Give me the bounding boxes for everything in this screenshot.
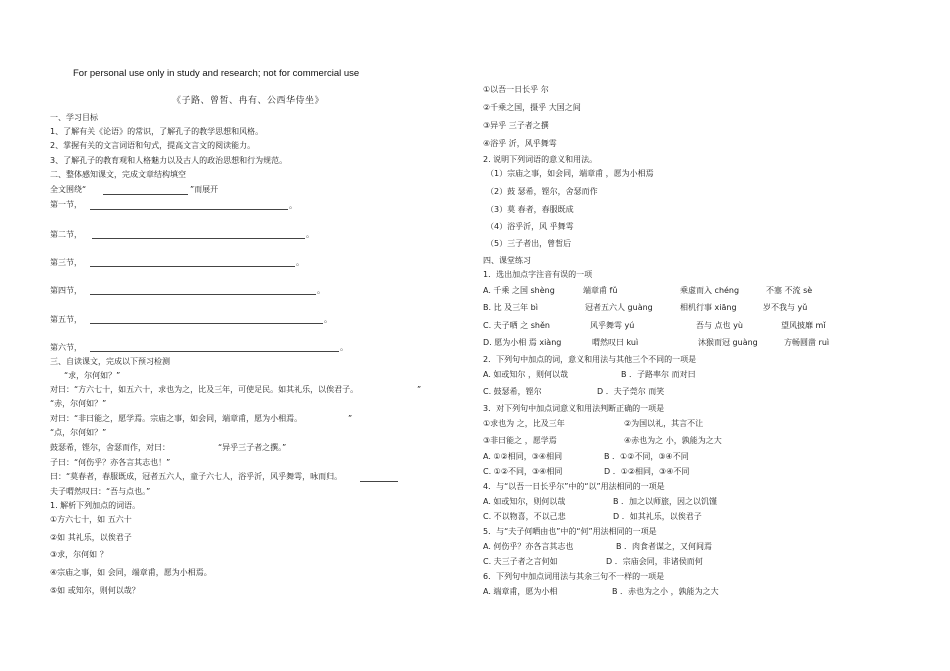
question-item: ③求，尔何如 ？ (50, 550, 108, 559)
option: 乘虚而入 chéng (680, 286, 740, 295)
theme-blank[interactable] (103, 194, 188, 195)
option: D. 愿为小相 焉 xiàng (483, 338, 562, 347)
article-title: 《子路、曾皙、冉有、公西华侍坐》 (172, 96, 325, 106)
word-item: ③异乎 三子者之撰 (483, 121, 549, 130)
theme-prefix: 全文围绕“ (50, 185, 87, 194)
theme-suffix: ”而展开 (190, 185, 219, 194)
section-label: 第一节， (50, 200, 82, 209)
section-heading: 一、学习目标 (50, 113, 98, 122)
question-stem: 2．下列句中加点的词，意义和用法与其他三个不同的一项是 (483, 355, 697, 364)
question-item: ⑤如 或知尔，则何以哉？ (50, 586, 140, 595)
word-item: （2）鼓 瑟希，铿尔，舍瑟而作 (486, 187, 598, 196)
section-label: 第四节， (50, 286, 82, 295)
option: B ．赤也为之小 ，孰能为之大 (612, 587, 719, 596)
section-blank[interactable] (90, 351, 339, 352)
section-heading: 三、自读课文，完成以下预习检测 (50, 357, 170, 366)
section-blank[interactable] (90, 209, 288, 210)
option: B. 比 及三年 bì (483, 303, 538, 312)
section-blank[interactable] (90, 266, 295, 267)
option: 喟然叹曰 kuì (592, 338, 639, 347)
question-stem: 5．与“夫子何哂由也”中的“何”用法相同的一项是 (483, 527, 657, 536)
option: A. 何伤乎？亦各言其志也 (483, 542, 574, 551)
goal-item: 3、了解孔子的教育观和人格魅力以及古人的政治思想和行为规范。 (50, 156, 288, 165)
section-label: 第五节， (50, 315, 82, 324)
question-item: ④宗庙之事，如 会同，端章甫，愿为小相焉。 (50, 568, 212, 577)
word-item: ①以吾一日长乎 尔 (483, 85, 549, 94)
option: C. 夫子哂 之 shěn (483, 321, 550, 330)
question-stem: 6．下列句中加点词用法与其余三句不一样的一项是 (483, 572, 665, 581)
option: B ．①②不同，③④不同 (604, 452, 689, 461)
dialog-line: 对曰：“非曰能之，愿学焉。宗庙之事，如会同，端章甫，愿为小相焉。 (50, 414, 303, 423)
option: B ．肉食者谋之，又何间焉 (616, 542, 713, 551)
word-item: （5）三子者出，曾皙后 (486, 239, 572, 248)
blank-end: 。 (289, 201, 297, 210)
option: D ．夫子莞尔 而笑 (597, 387, 665, 396)
section-label: 第六节， (50, 343, 82, 352)
option: 岁不我与 yǔ (763, 303, 808, 312)
word-item: （4）浴乎沂，风 乎舞雩 (486, 222, 574, 231)
option: A. 端章甫，愿为小相 (483, 587, 558, 596)
option: C. 夫三子者之言何如 (483, 557, 558, 566)
blank-end: 。 (317, 286, 325, 295)
goal-item: 2、掌握有关的文言词语和句式，提高文言文的阅读能力。 (50, 141, 256, 150)
blank-end: 。 (340, 343, 348, 352)
option: D ．宗庙会同，非诸侯而何 (606, 557, 703, 566)
dialog-line: “赤，尔何如？” (50, 399, 107, 408)
option: 吾与 点也 yù (696, 321, 743, 330)
blank-end: 。 (306, 230, 314, 239)
option: C. ①②不同，③④相同 (483, 467, 563, 476)
section-blank[interactable] (90, 294, 316, 295)
question-stem: 4．与“以吾一日长乎尔”中的“以”用法相同的一项是 (483, 482, 665, 491)
word-item: ②千乘之国，摄乎 大国之间 (483, 103, 581, 112)
dialog-line: 子曰：“何伤乎？亦各言其志也！” (50, 458, 171, 467)
option: 望风披靡 mǐ (781, 321, 826, 330)
dialog-line: 夫子喟然叹曰：“吾与点也。” (50, 487, 151, 496)
option: B ．加之以师旅，因之以饥馑 (613, 497, 718, 506)
question-intro: 2. 说明下列词语的意义和用法。 (483, 155, 598, 164)
question-item: ①方六七十，如 五六十 (50, 515, 132, 524)
dialog-blank[interactable] (360, 481, 398, 482)
sentence-item: ④赤也为之 小，孰能为之大 (624, 436, 722, 445)
dialog-line: “点，尔何如？” (50, 428, 107, 437)
sentence-item: ②为国以礼，其言不让 (624, 419, 704, 428)
option: A. ①②相同，③④相同 (483, 452, 563, 461)
option: 不塞 不流 sè (766, 286, 813, 295)
option: B ．子路率尔 而对曰 (621, 370, 696, 379)
option: 方畅圆凿 ruì (784, 338, 830, 347)
question-stem: 3．对下列句中加点词意义和用法判断正确的一项是 (483, 404, 665, 413)
sentence-item: ①求也为 之，比及三年 (483, 419, 565, 428)
option: D ．①②相同，③④不同 (604, 467, 690, 476)
quote-mark: ” (348, 414, 353, 423)
dialog-line: 鼓瑟希，铿尔，舍瑟而作，对曰： (50, 443, 170, 452)
section-blank[interactable] (92, 238, 305, 239)
option: A. 如或知尔 ，则何以哉 (483, 370, 568, 379)
section-label: 第三节， (50, 258, 82, 267)
question-intro: 1. 解析下列加点的词语。 (50, 501, 141, 510)
section-heading: 四、课堂练习 (483, 256, 531, 265)
dialog-line: 曰：“莫春者，春服既成，冠者五六人，童子六七人，浴乎沂，风乎舞雩，咏而归。 (50, 472, 343, 481)
quote-mark: ” (417, 385, 422, 394)
section-blank[interactable] (90, 323, 323, 324)
dialog-line: 对曰：“方六七十，如五六十，求也为之，比及三年，可使足民。如其礼乐，以俟君子。 (50, 385, 359, 394)
option: 沐猴而冠 guàng (698, 338, 758, 347)
dialog-line: “求，尔何如？” (64, 371, 121, 380)
option: C. 鼓瑟希，铿尔 (483, 387, 542, 396)
word-item: （1）宗庙之事，如会同，端章甫 ，愿为小相焉 (486, 169, 654, 178)
option: 相机行事 xiāng (680, 303, 737, 312)
section-label: 第二节， (50, 230, 82, 239)
word-item: （3）莫 春者，春服既成 (486, 205, 574, 214)
question-stem: 1．选出加点字注音有误的一项 (483, 270, 593, 279)
goal-item: 1、了解有关《论语》的常识，了解孔子的教学思想和风格。 (50, 127, 264, 136)
word-item: ④浴乎 沂，风乎舞雩 (483, 139, 557, 148)
question-item: ②如 其礼乐，以俟君子 (50, 533, 132, 542)
option: 端章甫 fǔ (583, 286, 618, 295)
option: D ．如其礼乐，以俟君子 (613, 512, 702, 521)
section-heading: 二、整体感知课文，完成文章结构填空 (50, 170, 186, 179)
option: 冠者五六人 guàng (585, 303, 653, 312)
sentence-item: ③非曰能之 ，愿学焉 (483, 436, 557, 445)
copyright-notice: For personal use only in study and research; not for commercial use (73, 68, 360, 79)
option: A. 千乘 之国 shèng (483, 286, 555, 295)
blank-end: 。 (324, 315, 332, 324)
blank-end: 。 (296, 258, 304, 267)
option: A. 如或知尔，则何以哉 (483, 497, 566, 506)
option: C. 不以物喜，不以己悲 (483, 512, 566, 521)
option: 风乎舞雩 yú (590, 321, 635, 330)
dialog-answer: “异乎三子者之撰。” (218, 443, 287, 452)
